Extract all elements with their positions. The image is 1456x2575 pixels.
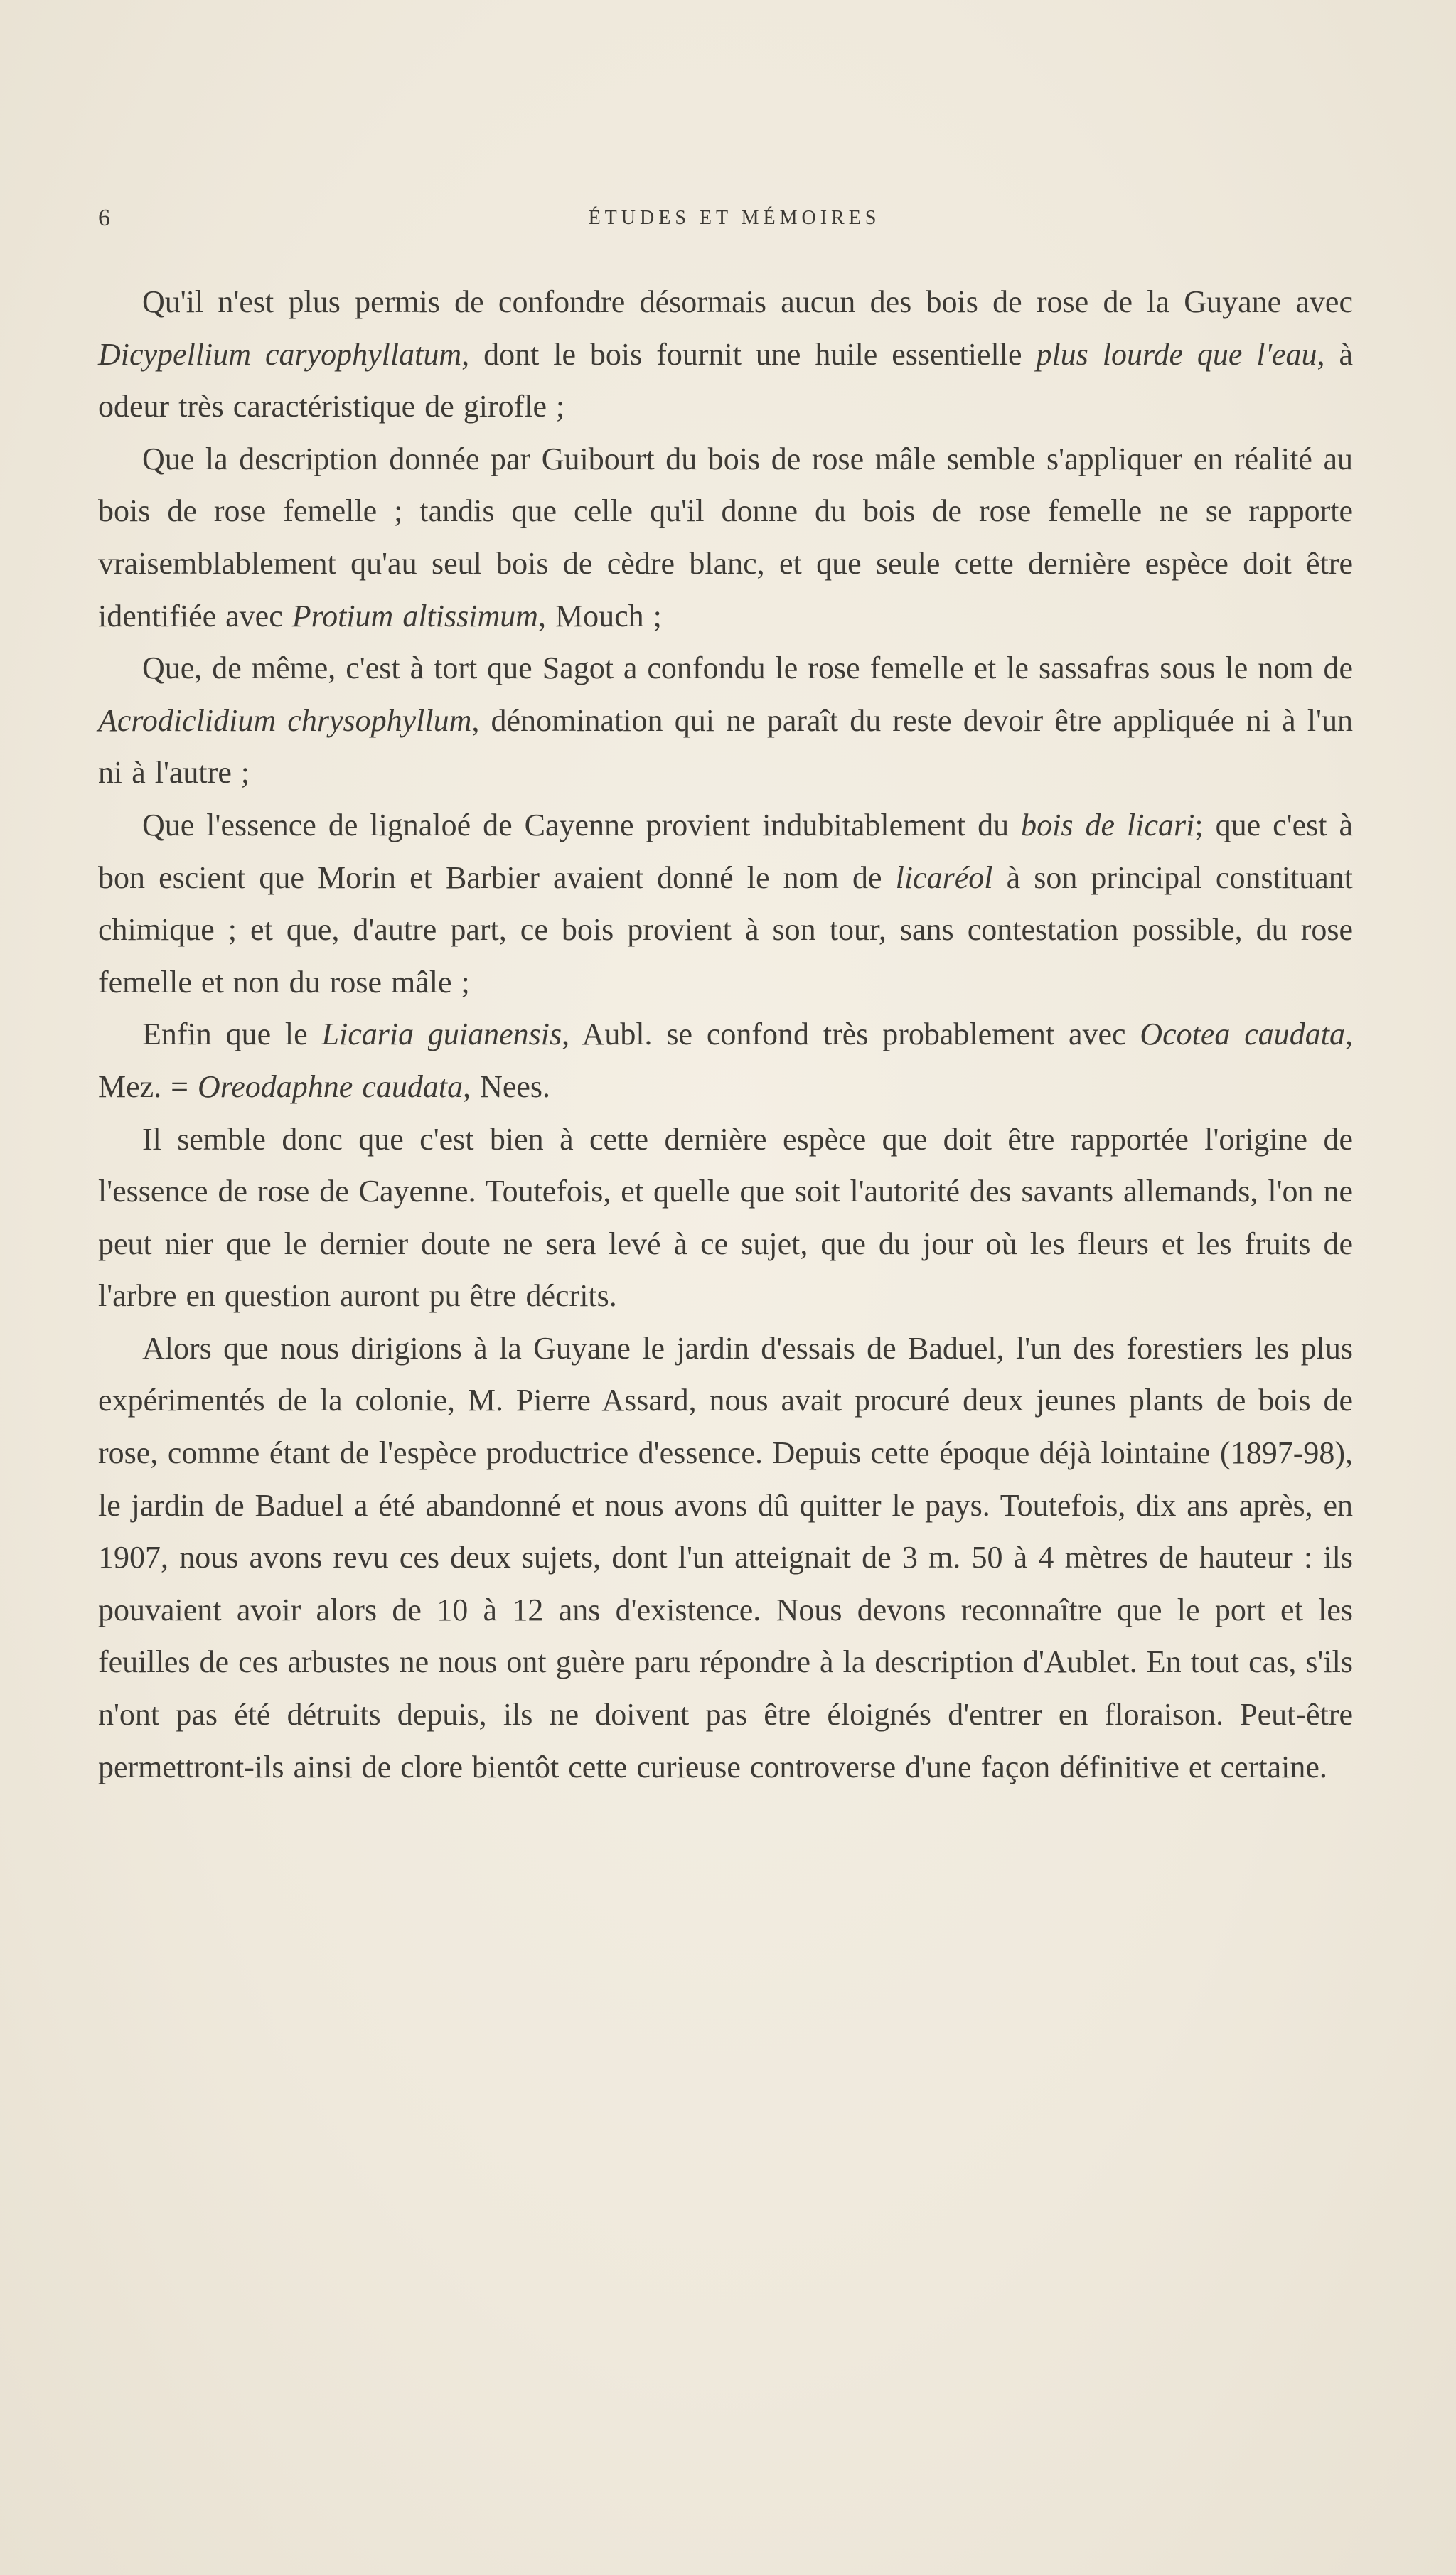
text-run: ; que c'est à bon escient que Morin et Barbier avaient donné le nom de [98, 807, 1354, 895]
paragraph-5 [98, 1008, 1353, 1113]
italic-term: Acrodiclidium chrysophyllum [98, 702, 472, 738]
paragraph-4 [98, 799, 1353, 1008]
italic-term: plus lourde que l'eau [1036, 336, 1317, 372]
text-run: Alors que nous dirigions à la Guyane le jardin d'essais de Baduel, l'un des forestiers les plus expérimentés de la colonie, M. Pierre Assard, nous avait procuré deux jeunes plants de bois de rose, comme étant de l'espèce productrice d'essence. Depuis cette époque déjà lointaine (1897-98), le jardin de Baduel a été abandonné et nous avons dû quitter le pays. Toutefois, dix ans après, en 1907, nous avons revu ces deux sujets, dont l'un atteignait de 3 m. 50 à 4 mètres de hauteur : ils pouvaient avoir alors de 10 à 12 ans d'existence. Nous devons reconnaître que le port et les feuilles de ces arbustes ne nous ont guère paru répondre à la description d'Aublet. En tout cas, s'ils n'ont pas été détruits depuis, ils ne doivent pas être éloignés d'entrer en floraison. Peut-être permettront-ils ainsi de clore bientôt cette curieuse controverse d'une façon définitive et certaine. [98, 1330, 1353, 1784]
italic-term: Oreodaphne caudata [198, 1069, 464, 1104]
text-run: , dont le bois fournit une huile essentielle [461, 336, 1037, 372]
text-run: Que, de même, c'est à tort que Sagot a confondu le rose femelle et le sassafras sous le nom de [142, 651, 1353, 686]
italic-term: licaréol [895, 860, 993, 895]
text-run: Que la description donnée par Guibourt du bois de rose mâle semble s'appliquer en réalité au bois de rose femelle ; tandis que celle qu'il donne du bois de rose femelle ne se rapporte vraisemblablement qu'au seul bois de cèdre blanc, et que seule cette dernière espèce doit être identifiée avec [98, 441, 1353, 633]
page-number: 6 [98, 205, 111, 231]
body-text [98, 276, 1353, 1793]
italic-term: Licaria guianensis [321, 1017, 562, 1052]
paragraph-1 [98, 276, 1353, 433]
paragraph-2 [98, 433, 1353, 642]
italic-term: Ocotea caudata [1140, 1017, 1345, 1052]
text-run: , à odeur très caractéristique de girofle ; [98, 336, 1354, 424]
text-run: , Aubl. se confond très probablement avec [562, 1017, 1140, 1052]
text-run: , Nees. [463, 1069, 551, 1104]
text-run: Qu'il n'est plus permis de confondre désormais aucun des bois de rose de la Guyane avec [142, 284, 1353, 319]
text-run: Que l'essence de lignaloé de Cayenne provient indubitablement du [142, 807, 1022, 842]
paragraph-6 [98, 1113, 1353, 1322]
page-header [98, 204, 1371, 232]
text-run: , Mez. = [98, 1017, 1353, 1104]
italic-term: bois de licari [1021, 807, 1195, 842]
paragraph-3 [98, 642, 1353, 799]
italic-term: Protium altissimum [291, 598, 539, 633]
text-run: , Mouch ; [538, 598, 662, 633]
text-run: Il semble donc que c'est bien à cette dernière espèce que doit être rapportée l'origine de l'essence de rose de Cayenne. Toutefois, et quelle que soit l'autorité des savants allemands, l'on ne peut nier que le dernier doute ne sera levé à ce sujet, que du jour où les fleurs et les fruits de l'arbre en question auront pu être décrits. [98, 1121, 1353, 1314]
running-title: ÉTUDES ET MÉMOIRES [588, 207, 881, 229]
italic-term: Dicypellium caryophyllatum [98, 336, 462, 372]
paragraph-7 [98, 1322, 1353, 1793]
text-run: Enfin que le [142, 1017, 322, 1052]
text-run: à son principal constituant chimique ; et que, d'autre part, ce bois provient à son tour, sans contestation possible, du rose femelle et non du rose mâle ; [98, 860, 1354, 1000]
text-run: , dénomination qui ne paraît du reste devoir être appliquée ni à l'un ni à l'autre ; [98, 702, 1353, 791]
